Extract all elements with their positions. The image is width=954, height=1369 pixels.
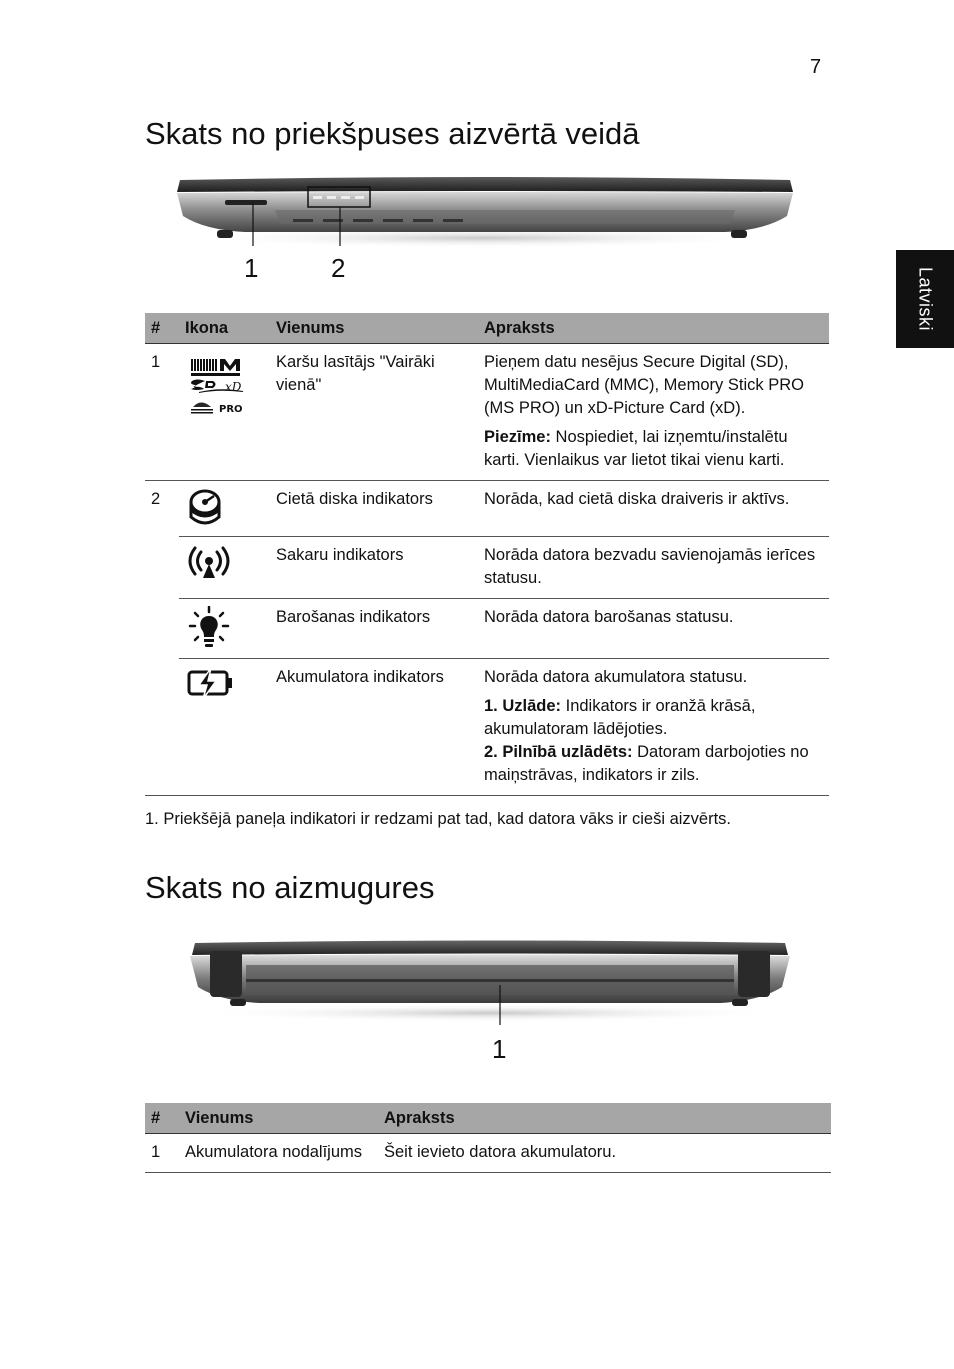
front-callout-1: 1 xyxy=(244,253,259,283)
page-number: 7 xyxy=(810,56,822,78)
row-number xyxy=(145,599,179,659)
laptop-front-image xyxy=(165,172,805,282)
language-tab xyxy=(896,250,954,348)
row-item: Akumulatora nodalījums xyxy=(179,1134,378,1173)
charging-note xyxy=(484,695,823,741)
row-item: Karšu lasītājs "Vairāki vienā" xyxy=(270,344,478,481)
row-description: Pieņem datu nesējus Secure Digital (SD), MultiMediaCard (MMC), Memory Stick PRO (MS PRO) un xD-Picture Card (xD). xyxy=(484,353,804,417)
row-number: 1 xyxy=(145,1134,179,1173)
table-row xyxy=(145,537,829,599)
charged-text: Datoram darbojoties no maiņstrāvas, indikators ir zils. xyxy=(484,743,809,784)
header-number: # xyxy=(145,1103,179,1134)
note-text: Nospiediet, lai izņemtu/instalētu karti. Vienlaikus var lietot tikai vienu karti. xyxy=(484,428,788,469)
charged-label: 2. Pilnībā uzlādēts: xyxy=(484,743,633,761)
language-tab-label: Latviski xyxy=(915,266,936,332)
header-description: Apraksts xyxy=(378,1103,831,1134)
table-row xyxy=(145,599,829,659)
row-number xyxy=(145,659,179,796)
header-item: Vienums xyxy=(179,1103,378,1134)
rear-view-title: Skats no aizmugures xyxy=(145,870,435,905)
rear-components-table xyxy=(145,1103,831,1173)
hdd-indicator-icon xyxy=(185,488,233,528)
row-item: Cietā diska indikators xyxy=(270,481,478,537)
note-label: Piezīme: xyxy=(484,428,551,446)
row-description: Norāda, kad cietā diska draiveris ir aktīvs. xyxy=(478,481,829,537)
rear-callout-1: 1 xyxy=(492,1034,507,1064)
battery-indicator-icon xyxy=(185,666,237,702)
row-description: Norāda datora barošanas statusu. xyxy=(478,599,829,659)
charging-label: 1. Uzlāde: xyxy=(484,697,562,715)
footnote: 1. Priekšējā paneļa indikatori ir redzami pat tad, kad datora vāks ir cieši aizvērts. xyxy=(145,810,732,828)
row-number xyxy=(145,537,179,599)
table-row xyxy=(145,481,829,537)
header-icon: Ikona xyxy=(179,313,270,344)
header-number: # xyxy=(145,313,179,344)
row-item: Barošanas indikators xyxy=(270,599,478,659)
table-row xyxy=(145,344,829,481)
row-number: 1 xyxy=(145,344,179,481)
front-components-table xyxy=(145,313,829,796)
svg-text:xD: xD xyxy=(225,380,242,394)
table-header-row xyxy=(145,1103,831,1134)
table-row xyxy=(145,659,829,796)
table-header-row xyxy=(145,313,829,344)
row-number: 2 xyxy=(151,490,161,508)
row-description: Norāda datora bezvadu savienojamās ierīces statusu. xyxy=(478,537,829,599)
header-item: Vienums xyxy=(270,313,478,344)
laptop-rear-image xyxy=(170,935,810,1035)
charging-text: Indikators ir oranžā krāsā, akumulatoram lādējoties. xyxy=(484,697,756,738)
card-reader-icon xyxy=(185,351,253,419)
row-description: Šeit ievieto datora akumulatoru. xyxy=(378,1134,831,1173)
power-indicator-icon xyxy=(185,606,233,650)
charged-note xyxy=(484,741,823,787)
table-row xyxy=(145,1134,831,1173)
header-description: Apraksts xyxy=(478,313,829,344)
front-callout-2: 2 xyxy=(331,253,346,283)
row-item: Akumulatora indikators xyxy=(270,659,478,796)
row-note xyxy=(484,426,823,472)
front-view-title: Skats no priekšpuses aizvērtā veidā xyxy=(145,116,640,151)
wireless-indicator-icon xyxy=(185,544,237,584)
svg-text:PRO: PRO xyxy=(219,404,243,415)
row-description: Norāda datora akumulatora statusu. xyxy=(484,668,748,686)
row-item: Sakaru indikators xyxy=(270,537,478,599)
